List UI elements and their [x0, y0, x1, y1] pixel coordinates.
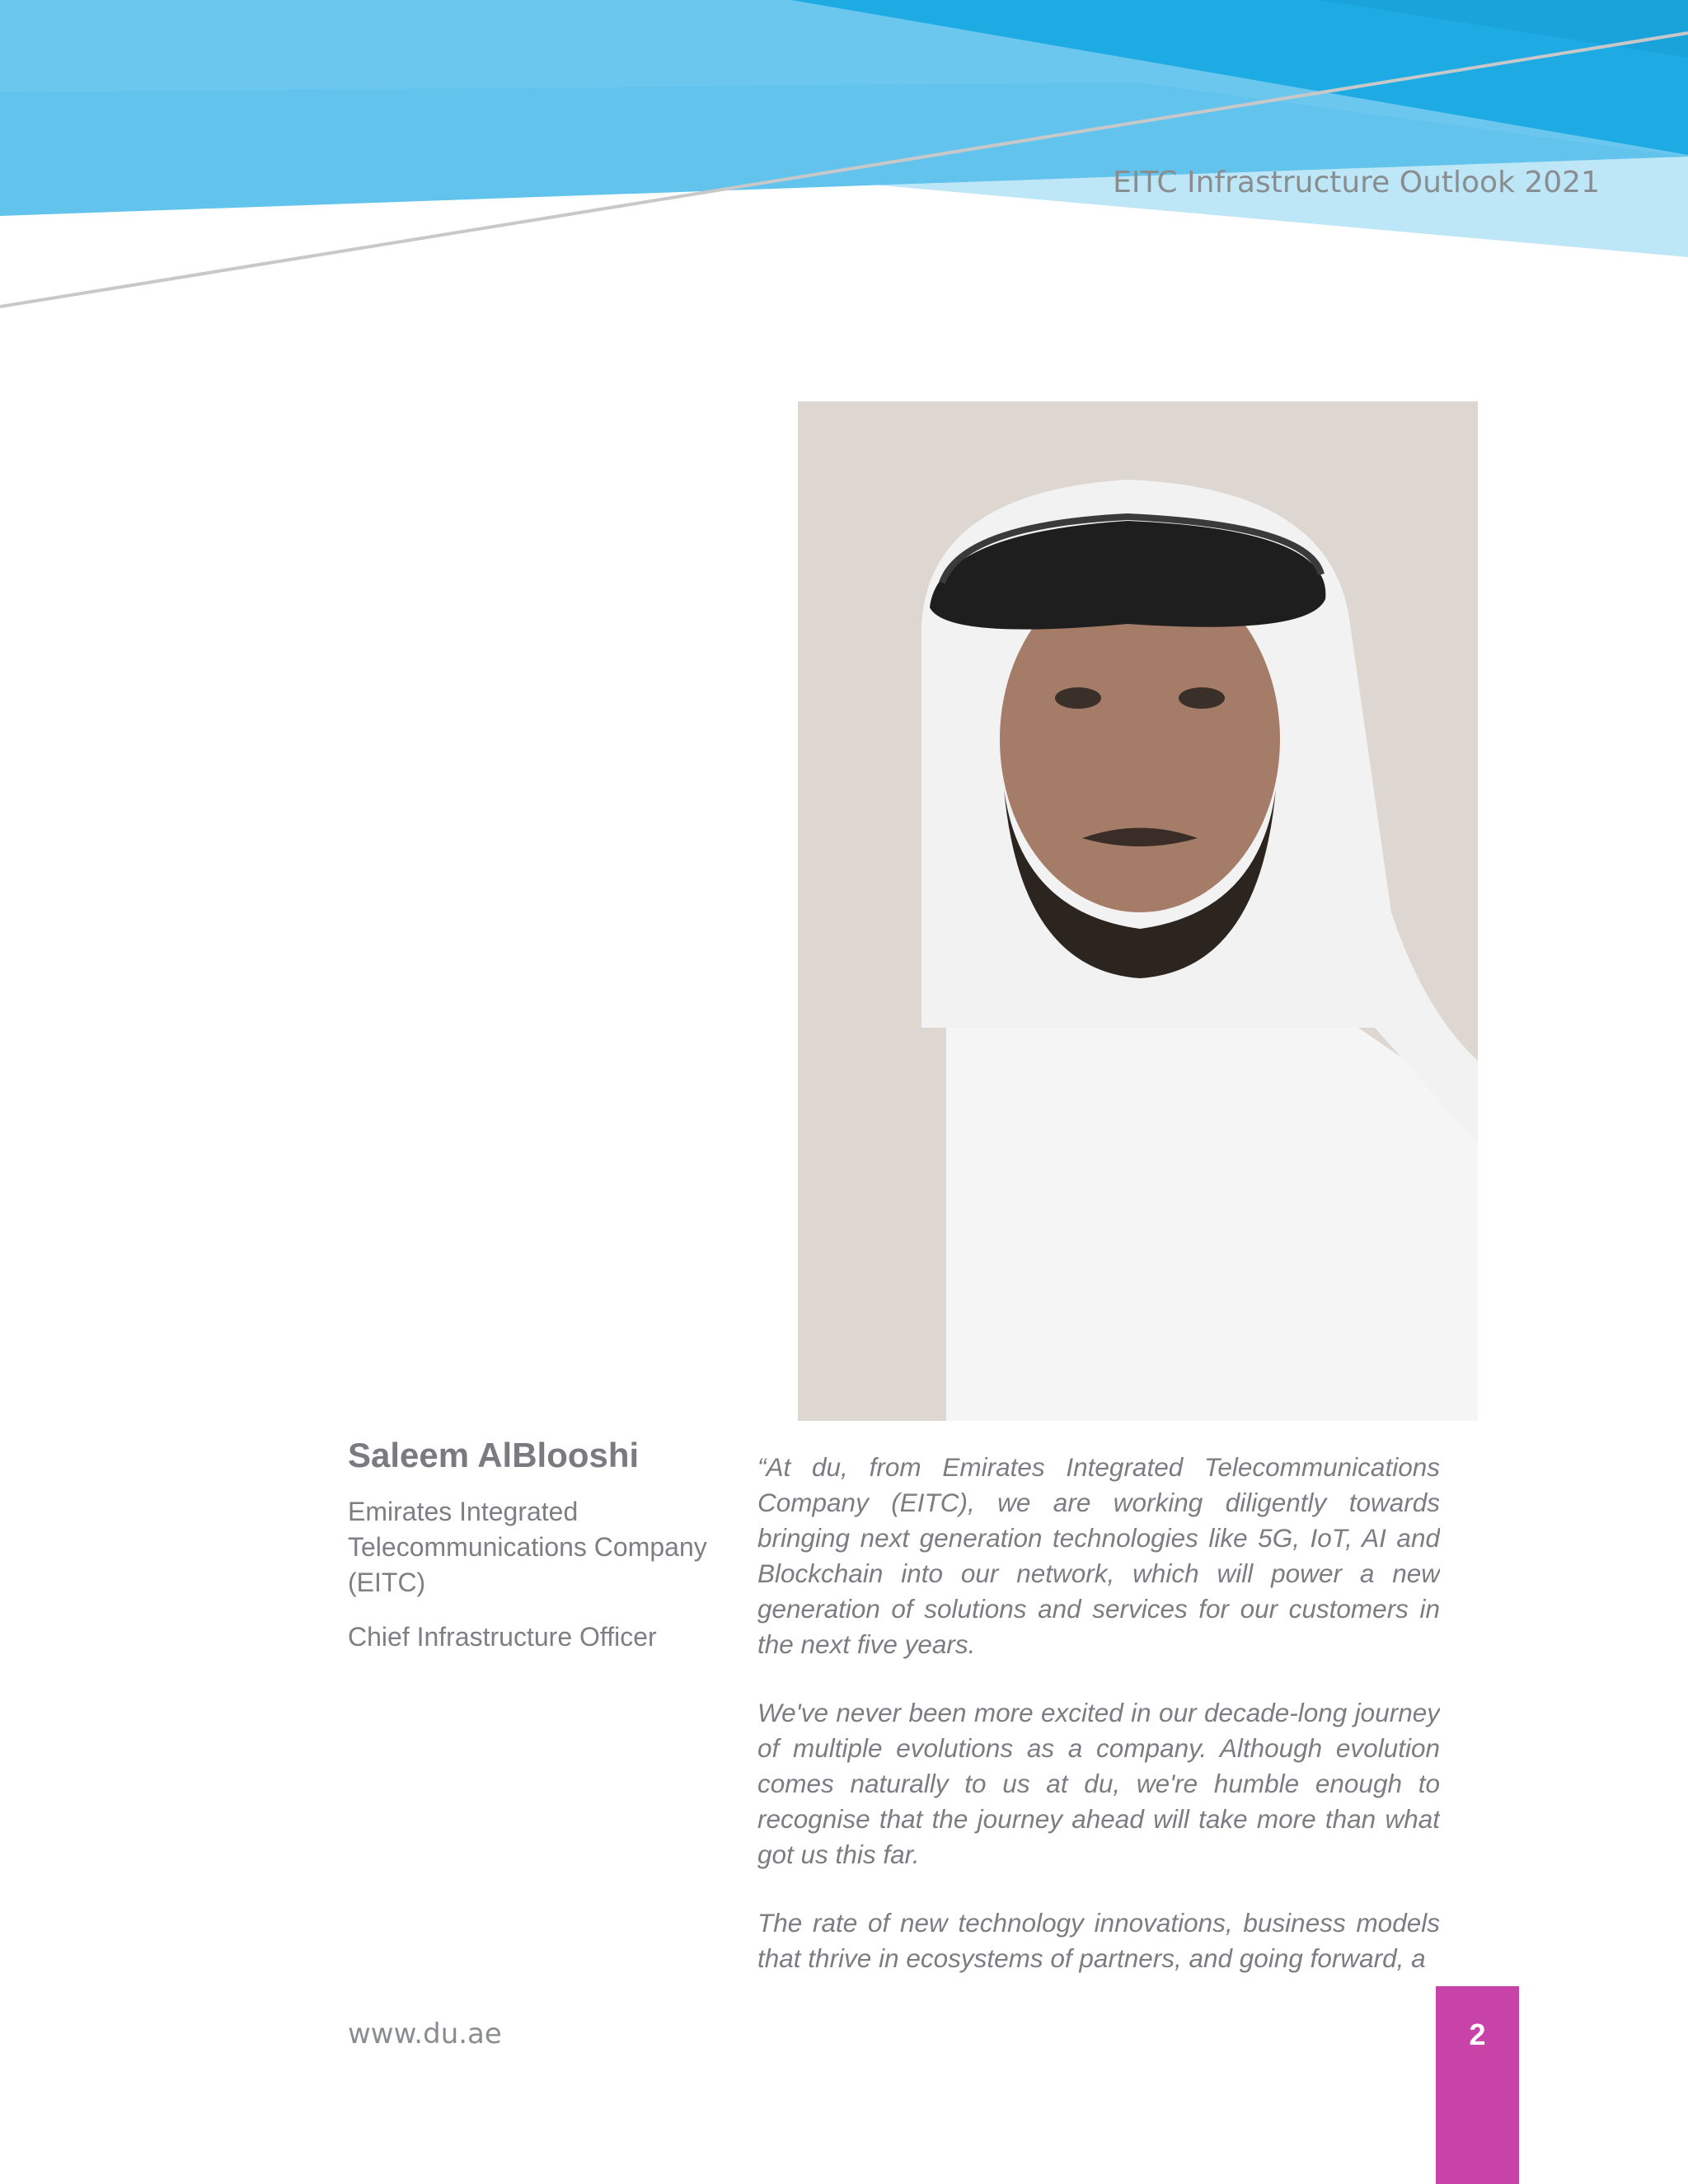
page-number-box [1436, 1986, 1519, 2184]
quote-text [757, 1450, 1440, 1977]
job-title: Chief Infrastructure Officer [348, 1622, 657, 1652]
quote-paragraph: We've never been more excited in our decade-long journey of multiple evolutions as a company. Although evolution comes naturally to us at du, we're humble enough to recognise that the journey ahead will take more than what got us this far. [757, 1698, 1440, 1869]
quote-paragraph: The rate of new technology innovations, business models that thrive in ecosystems of partners, and going forward, a [757, 1908, 1440, 1973]
person-name: Saleem AlBlooshi [348, 1436, 640, 1474]
page-number: 2 [1469, 2018, 1486, 2051]
document-title: EITC Infrastructure Outlook 2021 [1113, 166, 1600, 199]
footer-website-link[interactable]: www.du.ae [348, 2018, 502, 2050]
quote-paragraph: “At du, from Emirates Integrated Telecommunications Company (EITC), we are working diligently towards bringing next generation technologies like 5G, IoT, AI and Blockchain into our network, which will power a new generation of solutions and services for our customers in the next five years. [757, 1452, 1440, 1659]
company-name: Emirates Integrated Telecommunications Company (EITC) [348, 1497, 707, 1597]
portrait-photo [798, 401, 1478, 1421]
